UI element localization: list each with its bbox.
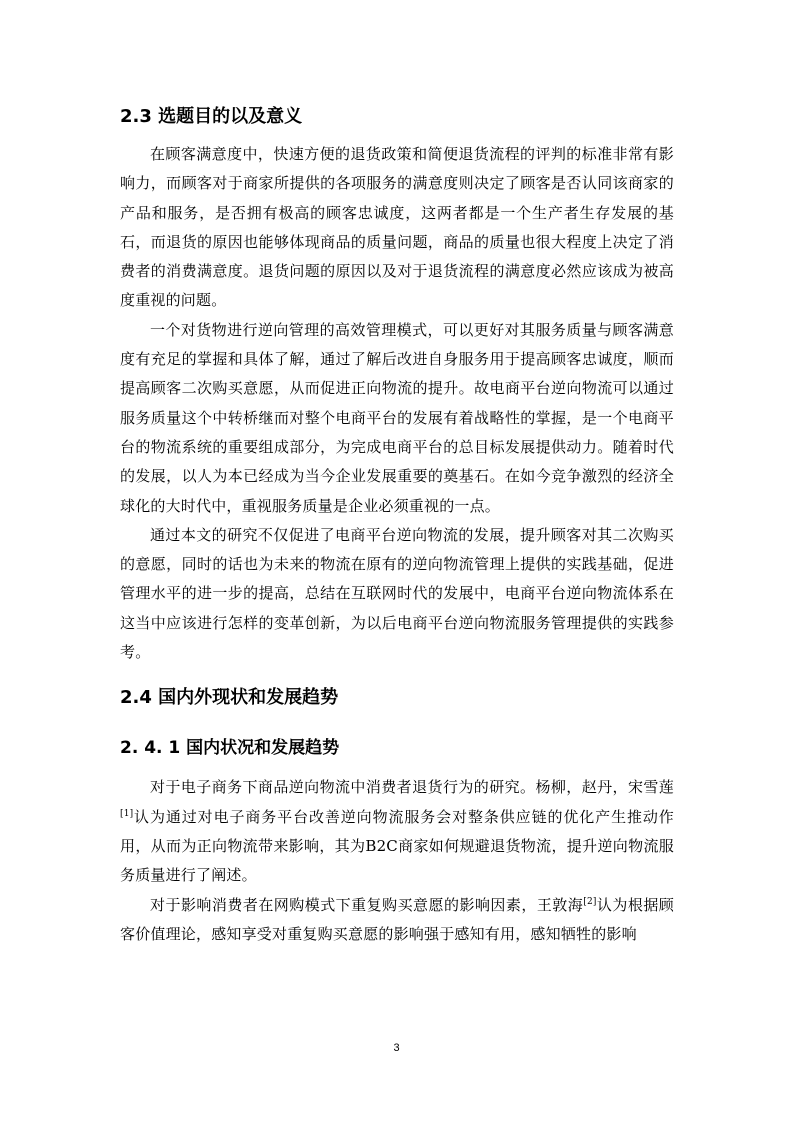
- section-heading-2-3: 2.3 选题目的以及意义: [120, 106, 303, 127]
- paragraph: [120, 891, 674, 950]
- paragraph: 在顾客满意度中，快速方便的退货政策和简便退货流程的评判的标准非常有影响力，而顾客对于商家所提供的各项服务的满意度则决定了顾客是否认同该商家的产品和服务，是否拥有极高的顾客忠诚度，这两者都是一个生产者生存发展的基石，而退货的原因也能够体现商品的质量问题，商品的质量也很大程度上决定了消费者的消费满意度。退货问题的原因以及对于退货流程的满意度必然应该成为被高度重视的问题。: [120, 145, 674, 310]
- paragraph: 通过本文的研究不仅促进了电商平台逆向物流的发展，提升顾客对其二次购买的意愿，同时的话也为未来的物流在原有的逆向物流管理上提供的实践基础，促进管理水平的进一步的提高，总结在互联网时代的发展中，电商平台逆向物流体系在这当中应该进行怎样的变革创新，为以后电商平台逆向物流服务管理提供的实践参考。: [120, 525, 674, 662]
- citation-ref-1: [1]: [120, 808, 134, 819]
- text-run: 对于影响消费者在网购模式下重复购买意愿的影响因素，王敦海: [150, 895, 584, 914]
- page-number: 3: [393, 1042, 400, 1054]
- paragraph: [120, 773, 674, 890]
- text-run: 认为根据顾客价值理论，感知享受对重复购买意愿的影响强于感知有用，感知牺牲的影响: [120, 895, 674, 943]
- subsection-heading-2-4-1: 2. 4. 1 国内状况和发展趋势: [120, 738, 340, 759]
- text-run: 对于电子商务下商品逆向物流中消费者退货行为的研究。杨柳，赵丹，宋雪莲: [150, 778, 674, 797]
- paragraph: 一个对货物进行逆向管理的高效管理模式，可以更好对其服务质量与顾客满意度有充足的掌握和具体了解，通过了解后改进自身服务用于提高顾客忠诚度，顺而提高顾客二次购买意愿，从而促进正向物流的提升。故电商平台逆向物流可以通过服务质量这个中转桥继而对整个电商平台的发展有着战略性的掌握，是一个电商平台的物流系统的重要组成部分，为完成电商平台的总目标发展提供动力。随着时代的发展，以人为本已经成为当今企业发展重要的奠基石。在如今竞争激烈的经济全球化的大时代中，重视服务质量是企业必须重视的一点。: [120, 320, 674, 515]
- section-heading-2-4: 2.4 国内外现状和发展趋势: [120, 687, 339, 709]
- page-content: [120, 98, 674, 949]
- text-run: 认为通过对电子商务平台改善逆向物流服务会对整条供应链的优化产生推动作用，从而为正向物流带来影响，其为B2C商家如何规避退货物流，提升逆向物流服务质量进行了阐述。: [120, 807, 674, 885]
- citation-ref-2: [2]: [583, 896, 597, 907]
